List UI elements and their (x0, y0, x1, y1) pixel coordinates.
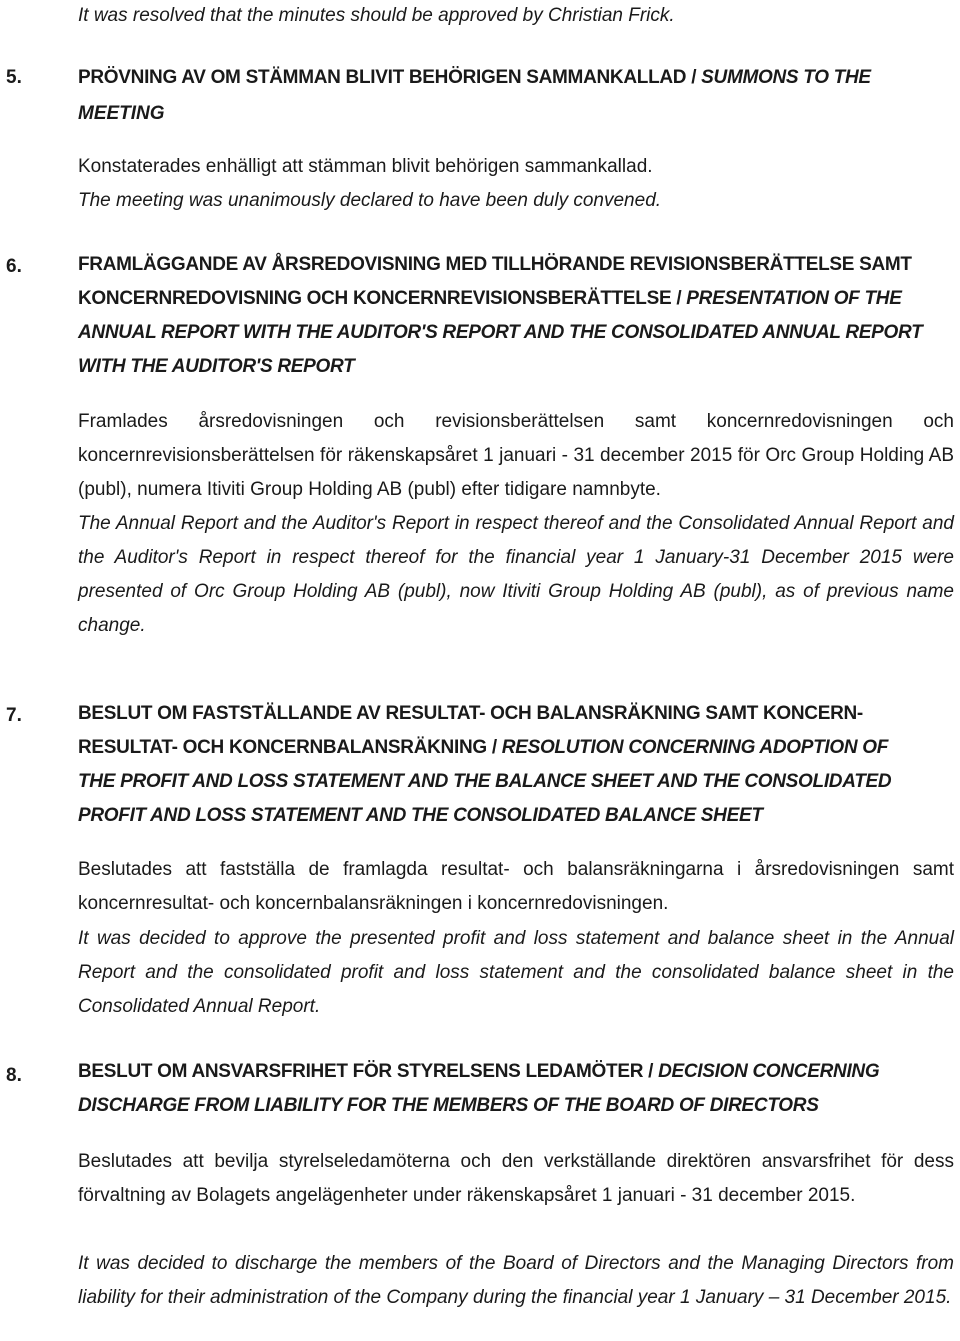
section-7-heading-line1: BESLUT OM FASTSTÄLLANDE AV RESULTAT- OCH BALANSRÄKNING SAMT KONCERN- (78, 703, 863, 724)
section-6-heading-line2 (78, 282, 958, 316)
section-8-heading (78, 1055, 958, 1123)
section-5-heading-sv: PRÖVNING AV OM STÄMMAN BLIVIT BEHÖRIGEN SAMMANKALLAD / (78, 67, 702, 88)
section-7-swedish-text: Beslutades att fastställa de framlagda resultat- och balansräkningarna i årsredovisningen samt koncernresultat- och koncernbalansräkningen i koncernredovisningen. (78, 859, 954, 914)
section-6-swedish-text: Framlades årsredovisningen och revisionsberättelsen samt koncernredovisningen och koncernrevisionsberättelsen för räkenskapsåret 1 januari - 31 december 2015 för Orc Group Holding AB (publ), numera Itiviti Group Holding AB (publ) efter tidigare namnbyte. (78, 411, 954, 500)
section-6-heading-sv: KONCERNREDOVISNING OCH KONCERNREVISIONSBERÄTTELSE / (78, 288, 687, 309)
section-6-heading-en: PRESENTATION OF THE (686, 288, 902, 309)
section-5-swedish-text: Konstaterades enhälligt att stämman blivit behörigen sammankallad. (78, 156, 653, 177)
section-7-heading (78, 697, 958, 833)
section-5-english-text: The meeting was unanimously declared to have been duly convened. (78, 190, 662, 211)
section-8-english-text: It was decided to discharge the members of the Board of Directors and the Managing Directors from liability for their administration of the Company during the financial year 1 January – 31 December 2015. (78, 1253, 954, 1308)
section-6-heading-line3: ANNUAL REPORT WITH THE AUDITOR'S REPORT AND THE CONSOLIDATED ANNUAL REPORT (78, 322, 923, 343)
section-6-heading-line1: FRAMLÄGGANDE AV ÅRSREDOVISNING MED TILLHÖRANDE REVISIONSBERÄTTELSE SAMT (78, 254, 912, 275)
section-6-heading-line4: WITH THE AUDITOR'S REPORT (78, 356, 355, 377)
section-8-heading-line2: DISCHARGE FROM LIABILITY FOR THE MEMBERS OF THE BOARD OF DIRECTORS (78, 1095, 819, 1116)
section-7-english-text: It was decided to approve the presented profit and loss statement and balance sheet in the Annual Report and the consolidated profit and loss statement and the consolidated balance sheet in the Consolidated Annual Report. (78, 928, 954, 1017)
intro-resolution-text: It was resolved that the minutes should be approved by Christian Frick. (78, 5, 675, 26)
section-6-heading (78, 248, 958, 384)
section-7-heading-sv: RESULTAT- OCH KONCERNBALANSRÄKNING / (78, 737, 502, 758)
section-7-heading-line3: THE PROFIT AND LOSS STATEMENT AND THE BALANCE SHEET AND THE CONSOLIDATED (78, 771, 892, 792)
section-7-heading-line4: PROFIT AND LOSS STATEMENT AND THE CONSOLIDATED BALANCE SHEET (78, 805, 763, 826)
section-8-number: 8. (6, 1065, 22, 1086)
section-5-heading (78, 66, 871, 90)
section-5-heading-en: SUMMONS TO THE (701, 67, 871, 88)
section-6-english-text: The Annual Report and the Auditor's Report in respect thereof and the Consolidated Annual Report and the Auditor's Report in respect thereof for the financial year 1 January-31 December 2015 were presented of Orc Group Holding AB (publ), now Itiviti Group Holding AB (publ), as of previous name change. (78, 513, 954, 636)
section-6-number: 6. (6, 256, 22, 277)
section-7-heading-en: RESOLUTION CONCERNING ADOPTION OF (501, 737, 889, 758)
section-8-swedish-text: Beslutades att bevilja styrelseledamöterna och den verkställande direktören ansvarsfrihet för dess förvaltning av Bolagets angelägenheter under räkenskapsåret 1 januari - 31 december 2015. (78, 1151, 954, 1206)
section-8-heading-sv: BESLUT OM ANSVARSFRIHET FÖR STYRELSENS LEDAMÖTER / (78, 1061, 659, 1082)
section-8-heading-en: DECISION CONCERNING (658, 1061, 880, 1082)
section-7-heading-line2 (78, 731, 958, 765)
section-5-heading-line2: MEETING (78, 103, 165, 124)
section-8-heading-line1 (78, 1055, 958, 1089)
section-7-number: 7. (6, 705, 22, 726)
section-5-number: 5. (6, 67, 22, 88)
